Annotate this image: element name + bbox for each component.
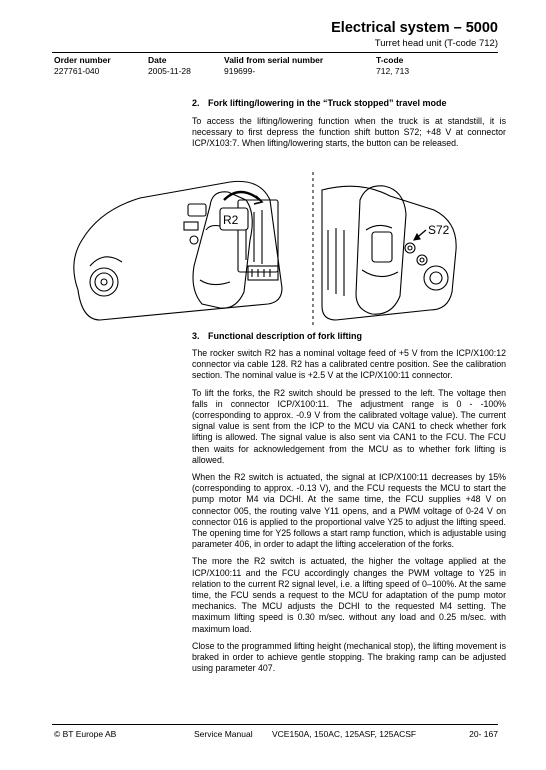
section-3-title: Functional description of fork lifting bbox=[208, 331, 362, 341]
control-handles-illustration bbox=[60, 170, 510, 330]
document-subtitle: Turret head unit (T-code 712) bbox=[374, 38, 498, 49]
figure-label-r2: R2 bbox=[223, 213, 239, 227]
serial-label: Valid from serial number bbox=[224, 55, 324, 65]
section-3-number: 3. bbox=[192, 331, 200, 341]
order-label: Order number bbox=[54, 55, 111, 65]
document-title: Electrical system – 5000 bbox=[331, 20, 498, 36]
section-2-number: 2. bbox=[192, 98, 200, 108]
meta-date bbox=[148, 55, 191, 77]
meta-order bbox=[54, 55, 111, 77]
section-3-paragraph-4: The more the R2 switch is actuated, the higher the voltage applied at the ICP/X100:11 and the FCU accordingly changes the PWM voltage to Y25 in relation to the current R2 signal level, i.e. a lifting speed of 0–100%. At the same time, the FCU sends a request to the MCU for adaptation of the pump motor mechanics. The MCU adjusts the DCHI to the requested M4 setting. The maximum lifting speed is 0.30 m/sec. without any load and 0.25 m/sec. with maximum load. bbox=[192, 556, 506, 634]
header-rule bbox=[52, 52, 498, 53]
footer-manual: Service Manual bbox=[194, 729, 253, 739]
order-value: 227761-040 bbox=[54, 66, 100, 76]
section-2-title: Fork lifting/lowering in the “Truck stopped” travel mode bbox=[208, 98, 447, 108]
section-2-heading bbox=[192, 98, 447, 108]
section-3-paragraph-1: The rocker switch R2 has a nominal voltage feed of +5 V from the ICP/X100:12 connector via cable 128. R2 has a calibrated centre position. See the calibration section. The nominal value is +2.5 V at the ICP/X100:11 connector. bbox=[192, 348, 506, 381]
meta-tcode bbox=[376, 55, 409, 77]
footer-rule bbox=[52, 724, 498, 725]
date-value: 2005-11-28 bbox=[148, 66, 191, 76]
date-label: Date bbox=[148, 55, 167, 65]
serial-value: 919699- bbox=[224, 66, 256, 76]
footer-models: VCE150A, 150AC, 125ASF, 125ACSF bbox=[272, 729, 417, 739]
tcode-value: 712, 713 bbox=[376, 66, 410, 76]
figure-label-s72: S72 bbox=[428, 223, 450, 237]
footer-copyright: © BT Europe AB bbox=[54, 729, 117, 739]
meta-serial bbox=[224, 55, 323, 77]
section-2-body bbox=[192, 116, 506, 150]
tcode-label: T-code bbox=[376, 55, 404, 65]
section-2-paragraph: To access the lifting/lowering function when the truck is at standstill, it is necessary to first depress the function shift button S72; +48 V at connector ICP/X103:7. When lifting/lowering starts, the button can be released. bbox=[192, 116, 506, 149]
section-3-paragraph-3: When the R2 switch is actuated, the signal at ICP/X100:11 decreases by 15% (corresponding to approx. -0.13 V), and the FCU requests the MCU to start the pump motor M4 via DCHI. At the same time, the FCU supplies +48 V on connector 005, the routing valve Y11 opens, and a PWM voltage of 0-24 V on connector 016 is applied to the proportional valve Y25 to adjust the lifting speed. The opening time for Y25 follows a start ramp function, which is adjustable using parameter 406, in order to adapt the lifting acceleration of the forks. bbox=[192, 472, 506, 550]
left-handle-drawing bbox=[74, 181, 282, 320]
section-3-paragraph-2: To lift the forks, the R2 switch should be pressed to the left. The voltage then falls in connector ICP/X100:11. The adjustment range is 0 - -100% (corresponding to approx. -0.9 V from the calibrated voltage value). The current signal value is sent from the ICP to the MCU via CAN1 to check whether fork lifting is allowed. The signal value is also sent via CAN1 to the FCU. The FCU then waits for acknowledgement from the MCU as to whether fork lifting is allowed. bbox=[192, 387, 506, 465]
footer-page-number: 20- 167 bbox=[469, 729, 498, 739]
section-3-paragraph-5: Close to the programmed lifting height (mechanical stop), the lifting movement is braked in order to achieve gentle stopping. The braking ramp can be adjusted using parameter 407. bbox=[192, 640, 506, 674]
right-handle-drawing bbox=[322, 186, 456, 320]
section-3-body bbox=[192, 348, 506, 674]
section-3-heading bbox=[192, 331, 362, 341]
